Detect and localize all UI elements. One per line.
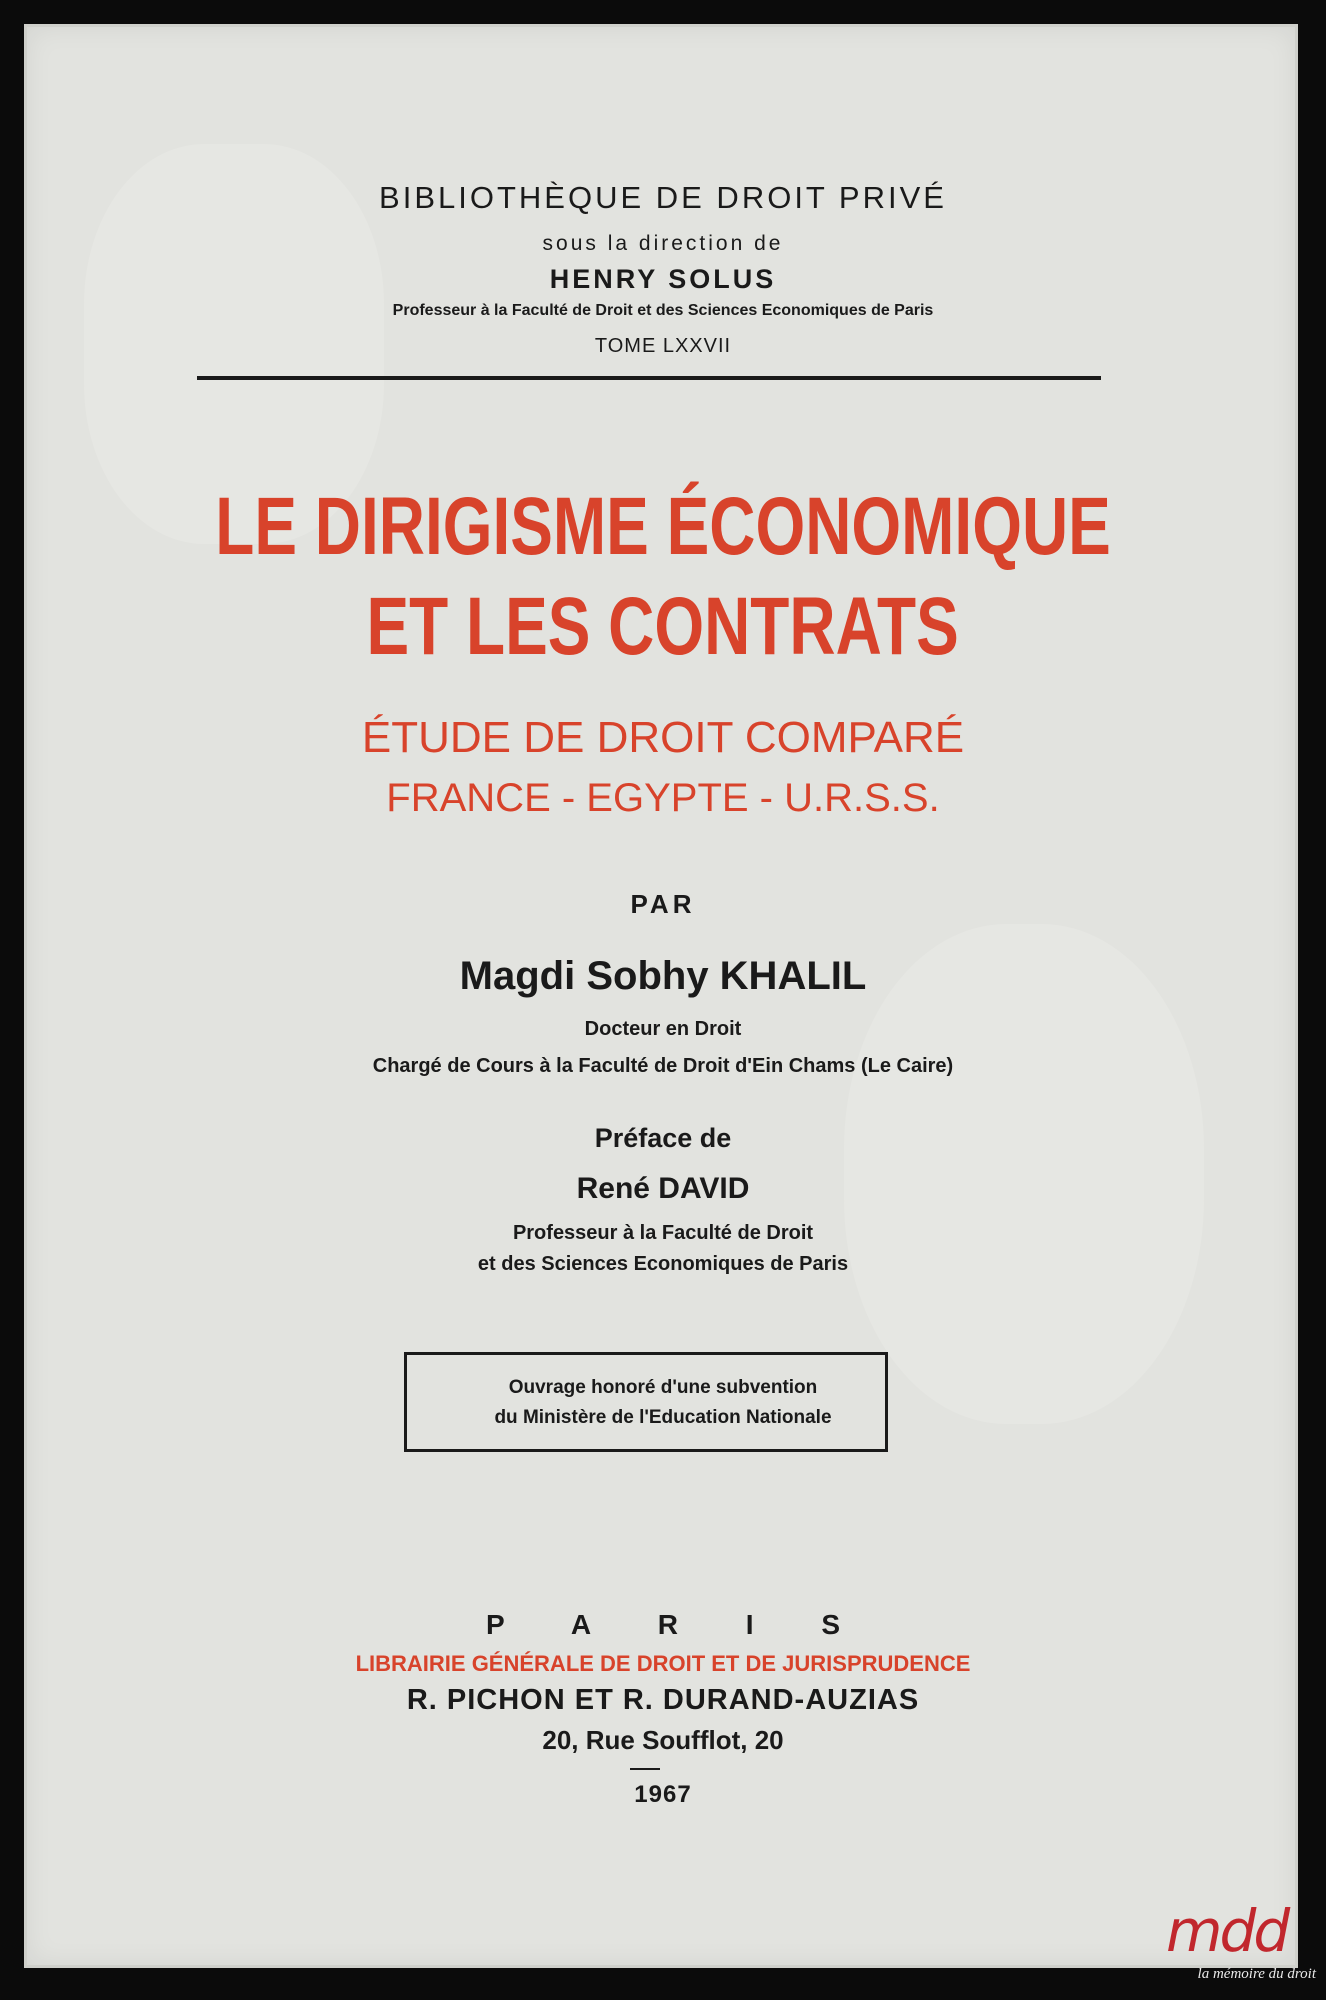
author-position: Chargé de Cours à la Faculté de Droit d'Ein Chams (Le Caire)	[372, 1055, 954, 1077]
countries: FRANCE - EGYPTE - U.R.S.S.	[386, 776, 940, 820]
publisher-city: P A R I S	[485, 1609, 871, 1640]
title-line1	[0, 482, 1326, 572]
publisher-address: 20, Rue Soufflot, 20	[542, 1725, 784, 1755]
mdd-logo	[1166, 1897, 1316, 1990]
header-rule	[197, 376, 1101, 380]
preface-title-line2: et des Sciences Economiques de Paris	[477, 1253, 849, 1275]
mdd-logo-letters: mdd	[1166, 1897, 1288, 1965]
author-name: Magdi Sobhy KHALIL	[459, 954, 867, 998]
mdd-logo-caption: la mémoire du droit	[1197, 1966, 1316, 1982]
notice-line2: du Ministère de l'Education Nationale	[494, 1407, 832, 1428]
subsidy-notice-box	[404, 1352, 888, 1452]
title-line2	[0, 582, 1326, 672]
subtitle: ÉTUDE DE DROIT COMPARÉ	[361, 713, 965, 762]
publisher-owners: R. PICHON ET R. DURAND-AUZIAS	[406, 1684, 920, 1716]
year-dash	[630, 1768, 660, 1770]
notice-line1: Ouvrage honoré d'une subvention	[508, 1377, 818, 1398]
series-direction: sous la direction de	[542, 232, 784, 255]
preface-name: René DAVID	[576, 1172, 750, 1205]
preface-title-line1: Professeur à la Faculté de Droit	[512, 1222, 814, 1244]
series-director-title: Professeur à la Faculté de Droit et des Sciences Economiques de Paris	[392, 302, 934, 319]
by-label: PAR	[630, 889, 696, 919]
series-title: BIBLIOTHÈQUE DE DROIT PRIVÉ	[379, 180, 947, 215]
author-degree: Docteur en Droit	[584, 1018, 742, 1040]
title-line2-text: ET LES CONTRATS	[366, 581, 960, 672]
series-tome: TOME LXXVII	[594, 335, 732, 357]
publisher-name: LIBRAIRIE GÉNÉRALE DE DROIT ET DE JURISPRUDENCE	[355, 1651, 971, 1676]
preface-label: Préface de	[594, 1123, 732, 1153]
title-line1-text: LE DIRIGISME ÉCONOMIQUE	[215, 481, 1111, 572]
series-director: HENRY SOLUS	[549, 264, 777, 294]
publication-year: 1967	[634, 1781, 692, 1808]
